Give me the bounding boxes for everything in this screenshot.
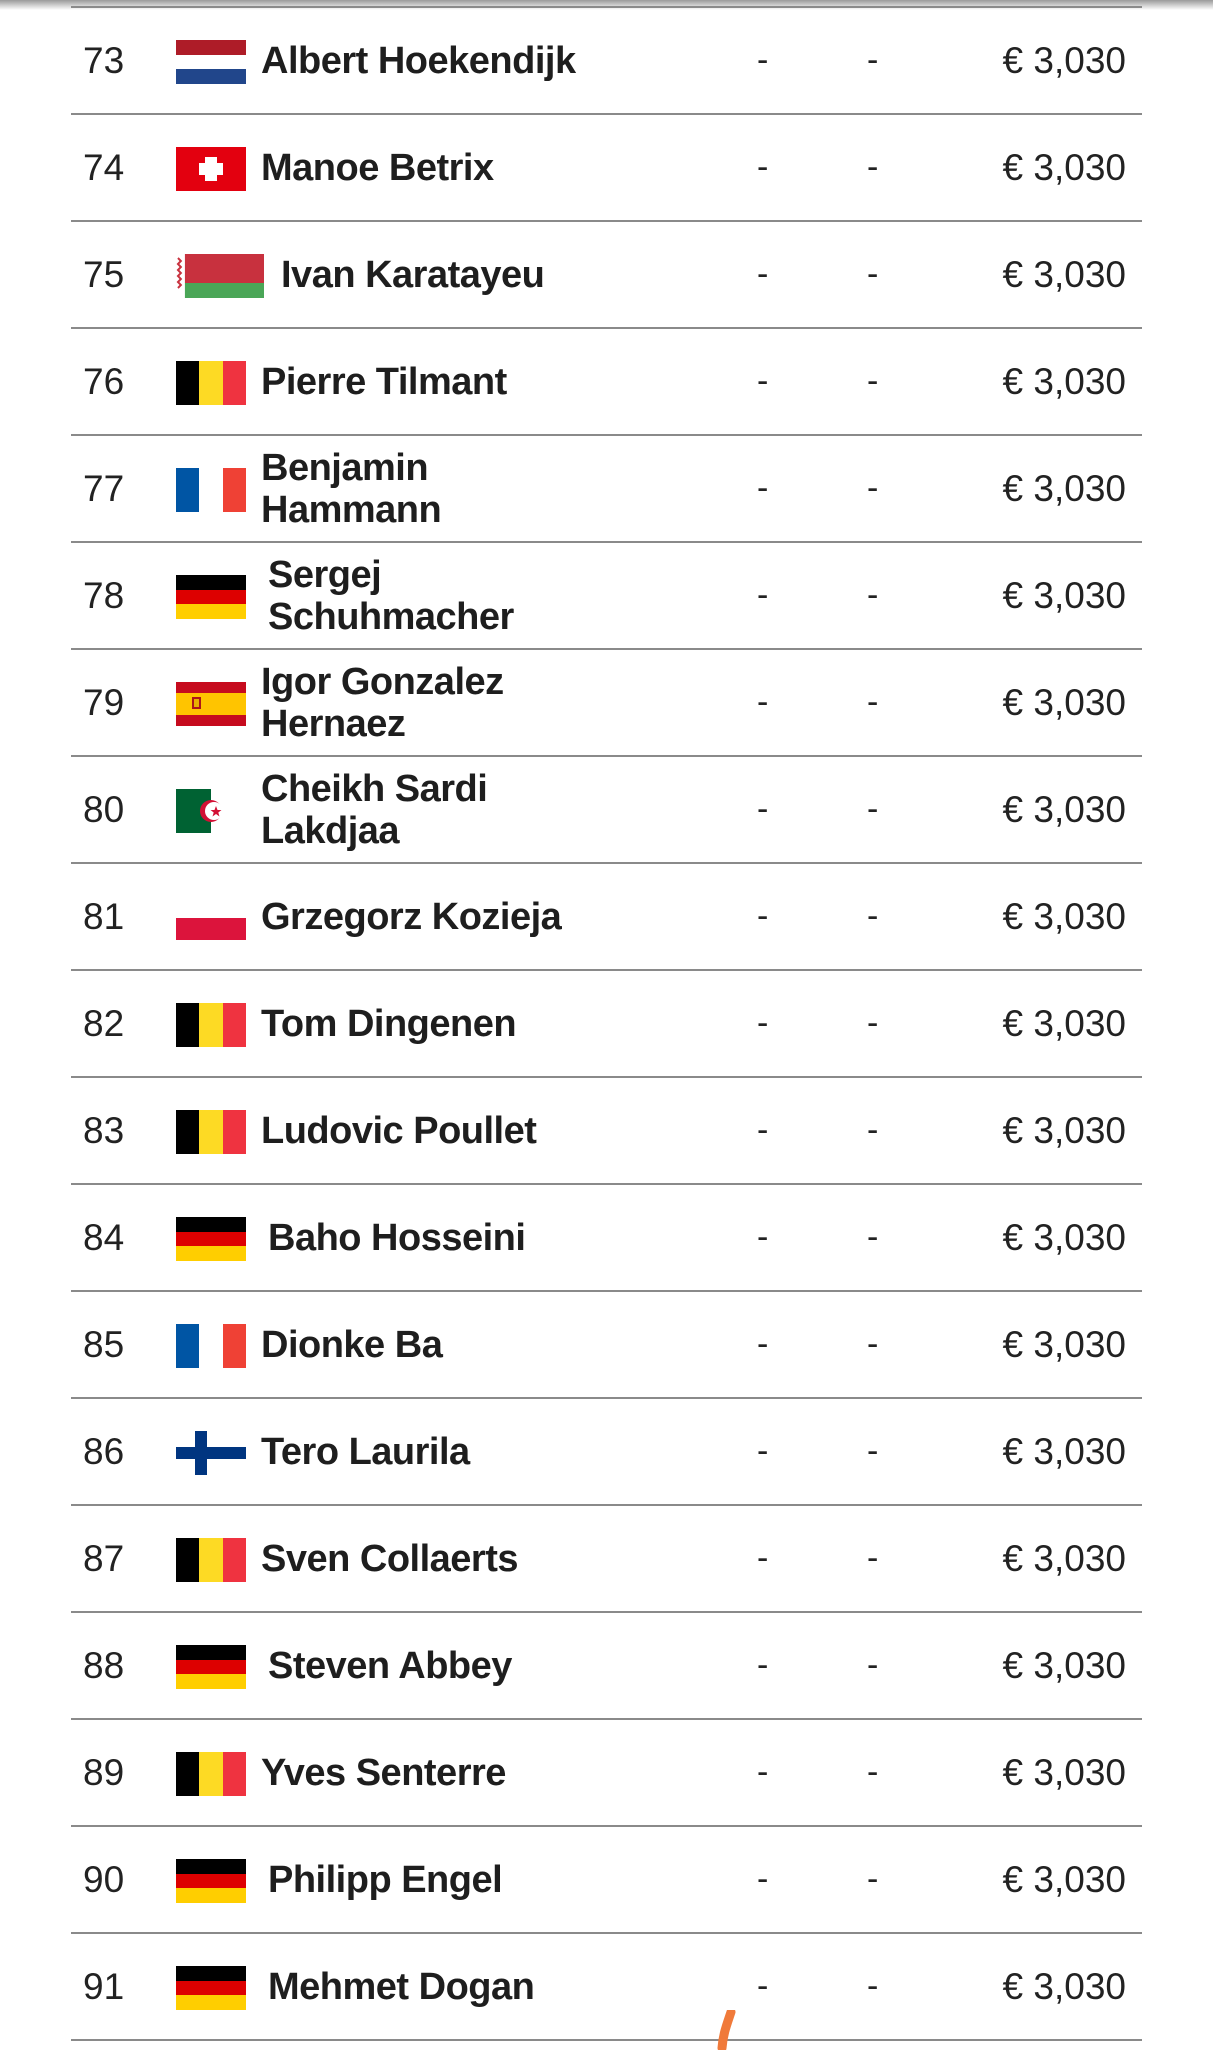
stat-cell-2: - bbox=[867, 362, 879, 400]
player-name-line: Philipp Engel bbox=[268, 1858, 503, 1901]
player-name[interactable] bbox=[261, 1078, 581, 1183]
prize-cell: € 3,030 bbox=[1002, 254, 1126, 295]
prize-cell: € 3,030 bbox=[1002, 1324, 1126, 1365]
table-row[interactable] bbox=[71, 1078, 1142, 1185]
stat-cell-2: - bbox=[867, 576, 879, 614]
flag-belgium-icon bbox=[176, 1538, 246, 1582]
flag-switzerland-icon bbox=[176, 147, 246, 191]
prize-cell: € 3,030 bbox=[1002, 1217, 1126, 1258]
rank-cell: 80 bbox=[83, 789, 125, 830]
player-name-line: Cheikh Sardi bbox=[261, 767, 488, 810]
table-row[interactable] bbox=[71, 1613, 1142, 1720]
flag-france-icon bbox=[176, 468, 246, 512]
flag-spain-icon bbox=[176, 682, 246, 726]
rank-cell: 84 bbox=[83, 1217, 125, 1258]
player-name-line: Sven Collaerts bbox=[261, 1537, 518, 1580]
flag-belarus-icon bbox=[176, 254, 264, 298]
rank-cell: 88 bbox=[83, 1645, 125, 1686]
stat-cell-1: - bbox=[757, 1432, 769, 1470]
player-name[interactable] bbox=[281, 222, 601, 327]
flag-belgium-icon bbox=[176, 1110, 246, 1154]
player-name-line: Hammann bbox=[261, 488, 442, 531]
flag-algeria-icon bbox=[176, 789, 246, 833]
prize-cell: € 3,030 bbox=[1002, 468, 1126, 509]
rank-cell: 85 bbox=[83, 1324, 125, 1365]
flag-belgium-icon bbox=[176, 361, 246, 405]
prize-cell: € 3,030 bbox=[1002, 575, 1126, 616]
rank-cell: 89 bbox=[83, 1752, 125, 1793]
scribble-mark bbox=[717, 2010, 737, 2050]
player-name[interactable] bbox=[268, 1185, 588, 1290]
player-name[interactable] bbox=[261, 8, 581, 113]
stat-cell-2: - bbox=[867, 255, 879, 293]
player-name[interactable] bbox=[261, 1399, 581, 1504]
stat-cell-1: - bbox=[757, 683, 769, 721]
stat-cell-2: - bbox=[867, 1646, 879, 1684]
player-name[interactable] bbox=[261, 971, 581, 1076]
flag-france-icon bbox=[176, 1324, 246, 1368]
stat-cell-2: - bbox=[867, 41, 879, 79]
stat-cell-2: - bbox=[867, 1111, 879, 1149]
prize-cell: € 3,030 bbox=[1002, 1003, 1126, 1044]
table-row[interactable] bbox=[71, 1720, 1142, 1827]
player-name[interactable] bbox=[261, 436, 581, 541]
stat-cell-1: - bbox=[757, 1325, 769, 1363]
prize-cell: € 3,030 bbox=[1002, 1538, 1126, 1579]
rank-cell: 82 bbox=[83, 1003, 125, 1044]
rank-cell: 81 bbox=[83, 896, 125, 937]
player-name-line: Tero Laurila bbox=[261, 1430, 470, 1473]
stat-cell-1: - bbox=[757, 1218, 769, 1256]
prize-cell: € 3,030 bbox=[1002, 361, 1126, 402]
stat-cell-1: - bbox=[757, 1111, 769, 1149]
player-name-line: Grzegorz Kozieja bbox=[261, 895, 562, 938]
stat-cell-2: - bbox=[867, 1967, 879, 2005]
player-name[interactable] bbox=[268, 1934, 588, 2039]
rank-cell: 91 bbox=[83, 1966, 125, 2007]
prize-cell: € 3,030 bbox=[1002, 682, 1126, 723]
player-name[interactable] bbox=[268, 1827, 588, 1932]
prize-cell: € 3,030 bbox=[1002, 1859, 1126, 1900]
stat-cell-2: - bbox=[867, 1753, 879, 1791]
table-row[interactable] bbox=[71, 8, 1142, 115]
player-name-line: Benjamin bbox=[261, 446, 429, 489]
flag-germany-icon bbox=[176, 1859, 246, 1903]
table-row[interactable] bbox=[71, 1934, 1142, 2041]
player-name-line: Mehmet Dogan bbox=[268, 1965, 535, 2008]
player-name-line: Yves Senterre bbox=[261, 1751, 506, 1794]
player-name-line: Albert Hoekendijk bbox=[261, 39, 576, 82]
prize-cell: € 3,030 bbox=[1002, 1431, 1126, 1472]
rank-cell: 75 bbox=[83, 254, 125, 295]
player-name[interactable] bbox=[261, 757, 581, 862]
stat-cell-2: - bbox=[867, 1539, 879, 1577]
player-name[interactable] bbox=[261, 115, 581, 220]
stat-cell-1: - bbox=[757, 576, 769, 614]
table-row[interactable] bbox=[71, 864, 1142, 971]
flag-poland-icon bbox=[176, 896, 246, 940]
prize-cell: € 3,030 bbox=[1002, 147, 1126, 188]
stat-cell-1: - bbox=[757, 1753, 769, 1791]
stat-cell-1: - bbox=[757, 1646, 769, 1684]
prize-cell: € 3,030 bbox=[1002, 40, 1126, 81]
stat-cell-1: - bbox=[757, 897, 769, 935]
player-name-line: Ludovic Poullet bbox=[261, 1109, 537, 1152]
flag-germany-icon bbox=[176, 575, 246, 619]
stat-cell-1: - bbox=[757, 1004, 769, 1042]
flag-germany-icon bbox=[176, 1645, 246, 1689]
rank-cell: 90 bbox=[83, 1859, 125, 1900]
flag-germany-icon bbox=[176, 1217, 246, 1261]
player-name-line: Sergej bbox=[268, 553, 382, 596]
table-row[interactable] bbox=[71, 1399, 1142, 1506]
table-row[interactable] bbox=[71, 971, 1142, 1078]
stat-cell-1: - bbox=[757, 255, 769, 293]
player-name[interactable] bbox=[261, 329, 581, 434]
table-row[interactable] bbox=[71, 329, 1142, 436]
stat-cell-2: - bbox=[867, 1860, 879, 1898]
stat-cell-2: - bbox=[867, 1432, 879, 1470]
flag-finland-icon bbox=[176, 1431, 246, 1475]
prize-cell: € 3,030 bbox=[1002, 1966, 1126, 2007]
rank-cell: 87 bbox=[83, 1538, 125, 1579]
stat-cell-1: - bbox=[757, 790, 769, 828]
stat-cell-2: - bbox=[867, 469, 879, 507]
player-name-line: Manoe Betrix bbox=[261, 146, 494, 189]
rank-cell: 77 bbox=[83, 468, 125, 509]
player-name[interactable] bbox=[268, 543, 588, 648]
stat-cell-2: - bbox=[867, 1004, 879, 1042]
player-name[interactable] bbox=[261, 1292, 581, 1397]
player-name-line: Igor Gonzalez bbox=[261, 660, 504, 703]
player-name-line: Dionke Ba bbox=[261, 1323, 443, 1366]
flag-germany-icon bbox=[176, 1966, 246, 2010]
rank-cell: 79 bbox=[83, 682, 125, 723]
rank-cell: 83 bbox=[83, 1110, 125, 1151]
stat-cell-1: - bbox=[757, 1860, 769, 1898]
rank-cell: 74 bbox=[83, 147, 125, 188]
player-name-line: Hernaez bbox=[261, 702, 406, 745]
table-row[interactable] bbox=[71, 222, 1142, 329]
player-name-line: Tom Dingenen bbox=[261, 1002, 517, 1045]
stat-cell-2: - bbox=[867, 148, 879, 186]
player-name-line: Steven Abbey bbox=[268, 1644, 512, 1687]
table-row[interactable] bbox=[71, 757, 1142, 864]
stat-cell-2: - bbox=[867, 897, 879, 935]
rank-cell: 73 bbox=[83, 40, 125, 81]
stat-cell-2: - bbox=[867, 1218, 879, 1256]
prize-cell: € 3,030 bbox=[1002, 896, 1126, 937]
stat-cell-2: - bbox=[867, 790, 879, 828]
player-name-line: Baho Hosseini bbox=[268, 1216, 526, 1259]
rank-cell: 76 bbox=[83, 361, 125, 402]
player-name[interactable] bbox=[261, 1506, 581, 1611]
table-row[interactable] bbox=[71, 650, 1142, 757]
table-row[interactable] bbox=[71, 1827, 1142, 1934]
table-row[interactable] bbox=[71, 115, 1142, 222]
table-row[interactable] bbox=[71, 1292, 1142, 1399]
player-name[interactable] bbox=[268, 1613, 588, 1718]
stat-cell-1: - bbox=[757, 362, 769, 400]
stat-cell-2: - bbox=[867, 683, 879, 721]
ranking-table bbox=[71, 6, 1142, 2041]
flag-belgium-icon bbox=[176, 1003, 246, 1047]
table-row[interactable] bbox=[71, 1506, 1142, 1613]
player-name-line: Schuhmacher bbox=[268, 595, 514, 638]
prize-cell: € 3,030 bbox=[1002, 789, 1126, 830]
prize-cell: € 3,030 bbox=[1002, 1752, 1126, 1793]
prize-cell: € 3,030 bbox=[1002, 1645, 1126, 1686]
rank-cell: 78 bbox=[83, 575, 125, 616]
stat-cell-1: - bbox=[757, 41, 769, 79]
flag-netherlands-icon bbox=[176, 40, 246, 84]
stat-cell-1: - bbox=[757, 148, 769, 186]
rank-cell: 86 bbox=[83, 1431, 125, 1472]
player-name-line: Ivan Karatayeu bbox=[281, 253, 545, 296]
stat-cell-2: - bbox=[867, 1325, 879, 1363]
player-name[interactable] bbox=[261, 864, 581, 969]
player-name[interactable] bbox=[261, 1720, 581, 1825]
player-name-line: Lakdjaa bbox=[261, 809, 400, 852]
player-name[interactable] bbox=[261, 650, 581, 755]
stat-cell-1: - bbox=[757, 1967, 769, 2005]
stat-cell-1: - bbox=[757, 1539, 769, 1577]
table-row[interactable] bbox=[71, 1185, 1142, 1292]
flag-belgium-icon bbox=[176, 1752, 246, 1796]
table-row[interactable] bbox=[71, 436, 1142, 543]
player-name-line: Pierre Tilmant bbox=[261, 360, 507, 403]
table-row[interactable] bbox=[71, 543, 1142, 650]
prize-cell: € 3,030 bbox=[1002, 1110, 1126, 1151]
stat-cell-1: - bbox=[757, 469, 769, 507]
